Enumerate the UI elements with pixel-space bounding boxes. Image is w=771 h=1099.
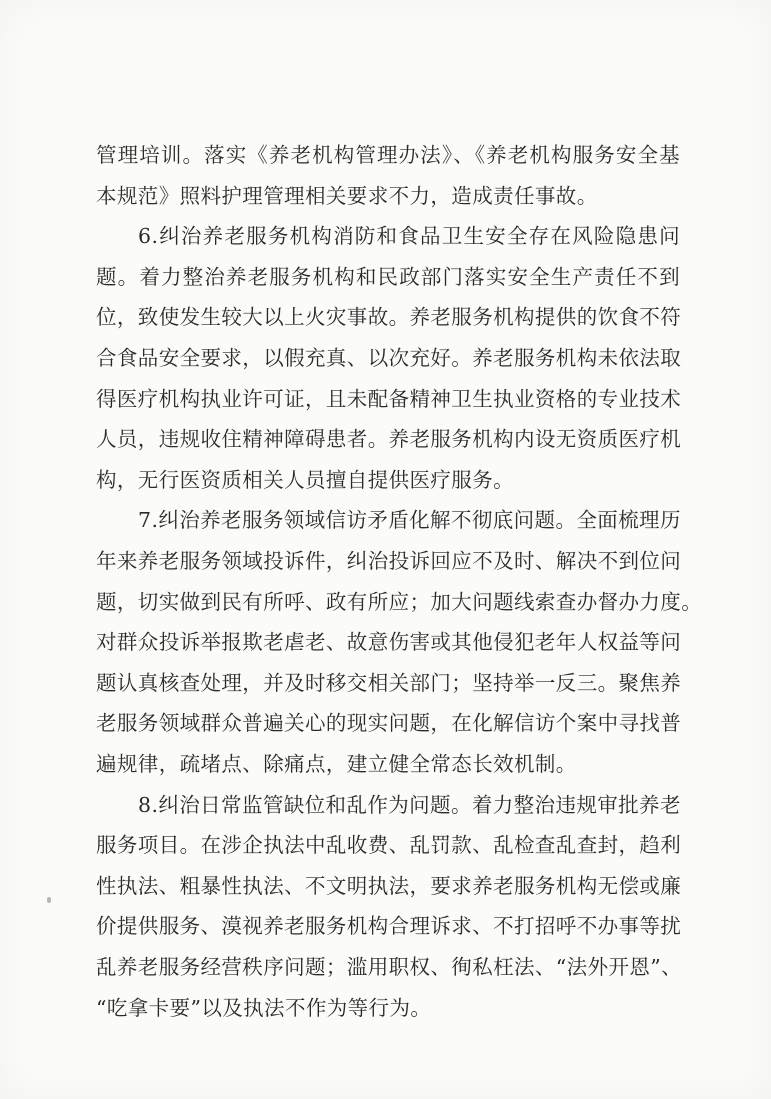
text-line: 6.纠治养老服务机构消防和食品卫生安全存在风险隐患问	[138, 224, 680, 249]
text-line: 题认真核查处理，并及时移交相关部门；坚持举一反三。聚焦养	[96, 670, 682, 695]
text-line: 性执法、粗暴性执法、不文明执法，要求养老服务机构无偿或廉	[96, 873, 682, 898]
text-line: 题，切实做到民有所呼、政有所应；加大问题线索查办督办力度。	[96, 589, 703, 614]
text-line: 位，致使发生较大以上火灾事故。养老服务机构提供的饮食不符	[96, 305, 682, 330]
text-line: 题。着力整治养老服务机构和民政部门落实安全生产责任不到	[96, 264, 680, 289]
text-line: 8.纠治日常监管缺位和乱作为问题。着力整治违规审批养老	[138, 792, 681, 817]
text-line: 得医疗机构执业许可证，且未配备精神卫生执业资格的专业技术	[96, 386, 682, 411]
text-line: 年来养老服务领域投诉件，纠治投诉回应不及时、解决不到位问	[96, 549, 682, 573]
text-line: 服务项目。在涉企执法中乱收费、乱罚款、乱检查乱查封，趋利	[96, 833, 682, 858]
text-line: 乱养老服务经营秩序问题；滥用职权、徇私枉法、“法外开恩”、	[96, 955, 683, 979]
text-line: 合食品安全要求，以假充真、以次充好。养老服务机构未依法取	[96, 346, 682, 370]
text-line: 价提供服务、漠视养老服务机构合理诉求、不打招呼不办事等扰	[96, 914, 682, 939]
text-line: 对群众投诉举报欺老虐老、故意伤害或其他侵犯老年人权益等问	[96, 630, 682, 655]
text-line: “吃拿卡要”以及执法不作为等行为。	[96, 995, 432, 1020]
text-line: 人员，违规收住精神障碍患者。养老服务机构内设无资质医疗机	[96, 427, 682, 452]
text-line: 构，无行医资质相关人员擅自提供医疗服务。	[96, 467, 514, 492]
text-line: 老服务领域群众普遍关心的现实问题，在化解信访个案中寻找普	[96, 711, 682, 736]
text-line: 本规范》照料护理管理相关要求不力，造成责任事故。	[96, 183, 598, 208]
text-line: 遍规律，疏堵点、除痛点，建立健全常态长效机制。	[96, 752, 577, 776]
text-line: 7.纠治养老服务领域信访矛盾化解不彻底问题。全面梳理历	[138, 508, 681, 533]
text-line: 管理培训。落实《养老机构管理办法》、《养老机构服务安全基	[96, 143, 680, 167]
scan-speck	[47, 897, 51, 903]
